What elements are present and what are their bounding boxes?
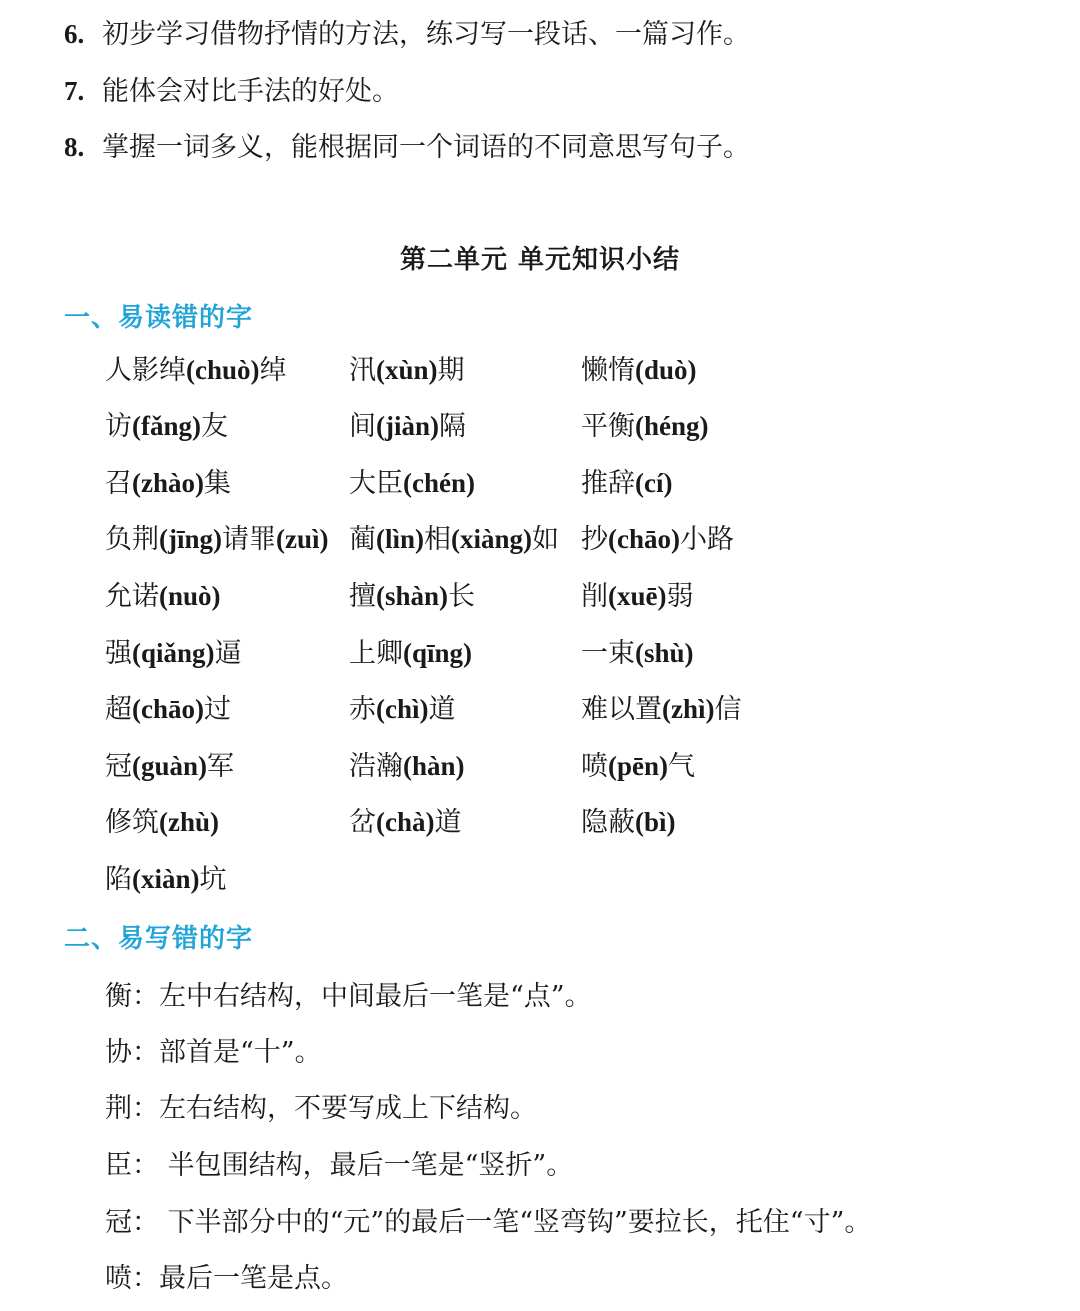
section-heading-miswritten: 二、易写错的字 bbox=[64, 924, 254, 954]
word-entry: 负荆(jīng)请罪(zuì) bbox=[105, 524, 329, 555]
char-note: 冠： 下半部分中的“元”的最后一笔“竖弯钩”要拉长，托住“寸”。 bbox=[105, 1207, 872, 1238]
objective-text: 掌握一词多义，能根据同一个词语的不同意思写句子。 bbox=[102, 132, 750, 163]
char-note: 协：部首是“十”。 bbox=[105, 1037, 322, 1068]
word-entry: 一束(shù) bbox=[581, 638, 694, 669]
word-entry: 浩瀚(hàn) bbox=[349, 751, 465, 782]
word-entry: 蔺(lìn)相(xiàng)如 bbox=[349, 524, 560, 555]
word-entry: 陷(xiàn)坑 bbox=[105, 864, 227, 895]
word-entry: 抄(chāo)小路 bbox=[581, 524, 734, 555]
word-entry: 访(fǎng)友 bbox=[105, 411, 228, 442]
char-note: 喷：最后一笔是点。 bbox=[105, 1263, 348, 1294]
word-entry: 修筑(zhù) bbox=[105, 807, 219, 838]
unit-title: 第二单元 单元知识小结 bbox=[399, 245, 681, 275]
word-entry: 冠(guàn)军 bbox=[105, 751, 235, 782]
word-entry: 喷(pēn)气 bbox=[581, 751, 695, 782]
objective-number: 7. bbox=[64, 76, 85, 106]
objective-text: 初步学习借物抒情的方法，练习写一段话、一篇习作。 bbox=[102, 19, 750, 50]
word-entry: 人影绰(chuò)绰 bbox=[105, 355, 287, 386]
word-entry: 允诺(nuò) bbox=[105, 581, 221, 612]
word-entry: 岔(chà)道 bbox=[349, 807, 462, 838]
objective-text: 能体会对比手法的好处。 bbox=[102, 76, 399, 107]
word-entry: 上卿(qīng) bbox=[349, 638, 473, 669]
word-entry: 间(jiàn)隔 bbox=[349, 411, 466, 442]
word-entry: 超(chāo)过 bbox=[105, 694, 231, 725]
objective-item bbox=[64, 16, 750, 53]
word-entry: 召(zhào)集 bbox=[105, 468, 231, 499]
word-entry: 强(qiǎng)逼 bbox=[105, 638, 242, 669]
word-entry: 大臣(chén) bbox=[349, 468, 475, 499]
word-entry: 削(xuē)弱 bbox=[581, 581, 694, 612]
word-entry: 平衡(héng) bbox=[581, 411, 709, 442]
word-entry: 赤(chì)道 bbox=[349, 694, 456, 725]
word-entry: 隐蔽(bì) bbox=[581, 807, 676, 838]
char-note: 衡：左中右结构，中间最后一笔是“点”。 bbox=[105, 981, 592, 1012]
objective-item bbox=[64, 129, 750, 166]
word-entry: 擅(shàn)长 bbox=[349, 581, 476, 612]
word-entry: 汛(xùn)期 bbox=[349, 355, 465, 386]
objective-item bbox=[64, 73, 399, 110]
word-entry: 懒惰(duò) bbox=[581, 355, 697, 386]
section-heading-misread: 一、易读错的字 bbox=[64, 303, 254, 333]
word-entry: 推辞(cí) bbox=[581, 468, 673, 499]
char-note: 臣： 半包围结构，最后一笔是“竖折”。 bbox=[105, 1150, 574, 1181]
word-entry: 难以置(zhì)信 bbox=[581, 694, 742, 725]
objective-number: 8. bbox=[64, 132, 85, 162]
objective-number: 6. bbox=[64, 19, 85, 49]
char-note: 荆：左右结构，不要写成上下结构。 bbox=[105, 1093, 537, 1124]
